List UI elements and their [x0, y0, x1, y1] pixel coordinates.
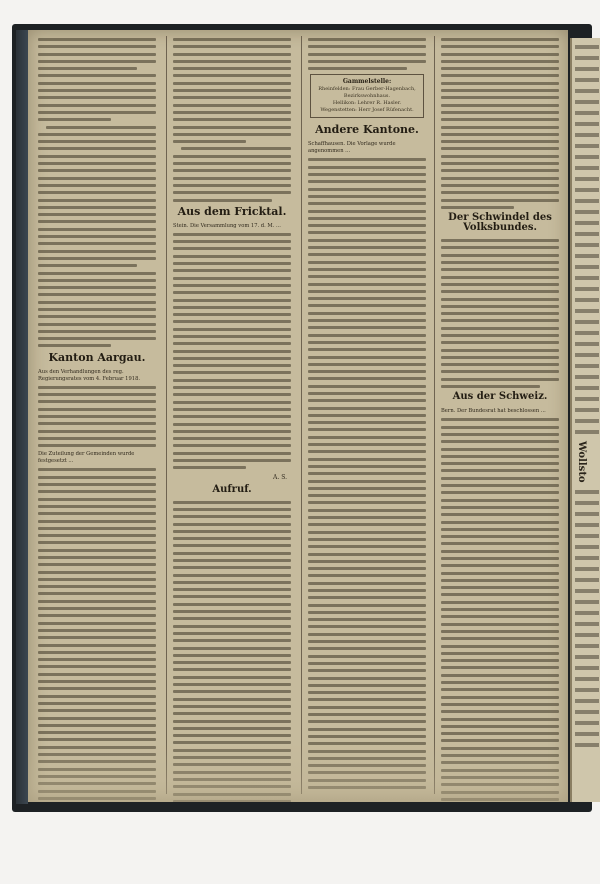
- article-lead: Aus den Verhandlungen des reg. Regierungsrates vom 4. Februar 1918.: [38, 368, 141, 382]
- column-3: [308, 38, 426, 796]
- notice-line: Rheinfelden: Frau Gerber-Hagenbach,: [318, 86, 416, 93]
- section-heading-schweiz: Aus der Schweiz.: [452, 391, 548, 403]
- section-heading-kanton-aargau: Kanton Aargau.: [48, 350, 146, 364]
- adjacent-page-masthead: Wollsto: [576, 441, 587, 483]
- column-rule: [301, 36, 302, 794]
- column-rule: [166, 36, 167, 794]
- article-signature: A. S.: [273, 473, 287, 481]
- notice-line: Gammelstelle:: [342, 78, 392, 86]
- section-heading-aufruf: Aufruf.: [212, 483, 252, 495]
- section-heading-volksbund: Der Schwindel des Volksbundes.: [448, 212, 552, 234]
- article-snippet: Stein. Die Versammlung vom 17. d. M. ...: [173, 222, 281, 229]
- article-snippet: Bern. Der Bundesrat hat beschlossen ...: [441, 408, 546, 415]
- book-spine: [16, 30, 28, 804]
- page-shading: [28, 742, 568, 802]
- article-snippet: Schaffhausen. Die Vorlage wurde angenommen ...: [308, 141, 396, 155]
- notice-line: Hellikon: Lehrer R. Hasler.: [332, 100, 402, 107]
- notice-line: Wegenstetten: Herr Josef Rüfenacht.: [320, 107, 414, 114]
- newspaper-page: [28, 30, 568, 802]
- column-4: [441, 38, 559, 796]
- notice-line: Bezirkswohnhaus.: [343, 93, 391, 100]
- notice-box: [310, 74, 424, 118]
- section-heading-andere-kantone: Andere Kantone.: [315, 123, 419, 137]
- adjacent-page-edge: [570, 38, 600, 802]
- column-1: [38, 38, 156, 796]
- article-snippet: Die Zuteilung der Gemeinden wurde festgesetzt ...: [38, 451, 135, 465]
- section-heading-fricktal: Aus dem Fricktal.: [177, 204, 287, 218]
- column-rule: [434, 36, 435, 794]
- column-2: [173, 38, 291, 796]
